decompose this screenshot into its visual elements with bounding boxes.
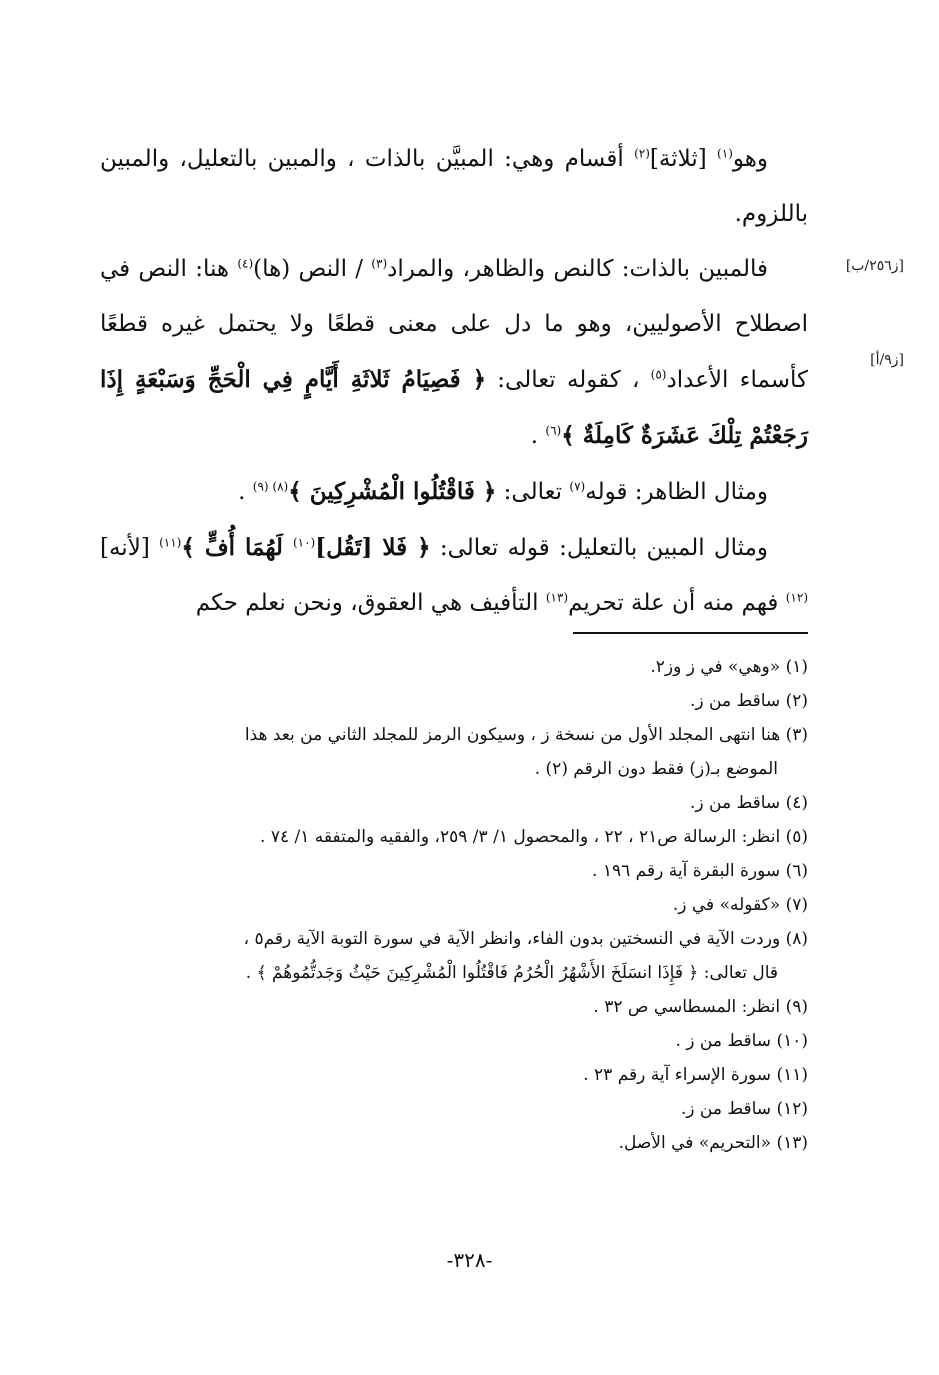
footnote-number: (١٣) (776, 1133, 808, 1153)
footnote-text: انظر: المسطاسي ص ٣٢ . (593, 997, 781, 1017)
footnote (100, 888, 808, 922)
footnote-text: ساقط من ز . (675, 1031, 772, 1051)
text-run: ومثال الظاهر: قوله (585, 479, 768, 505)
footnote-ref[interactable]: (٦) (545, 423, 562, 438)
footnote-continuation (100, 752, 808, 786)
footnote-ref[interactable]: (٣) (371, 256, 388, 271)
footnote-number: (٩) (785, 997, 808, 1017)
footnote-number: (٦) (785, 861, 808, 881)
footnote-number: (٥) (785, 827, 808, 847)
footnote-number: (٨) (785, 929, 808, 949)
footnote (100, 1024, 808, 1058)
text-run: ، كقوله تعالى: (486, 367, 651, 393)
text-run: أقسام وهي: المبيَّن بالذات ، والمبين بالتعليل، والمبين باللزوم. (100, 146, 808, 227)
footnote (100, 1126, 808, 1160)
quran-verse: ﴿ فَلا [تَقُل] (315, 534, 431, 561)
text-run: تعالى: (496, 479, 570, 505)
footnote-ref[interactable]: (١٣) (545, 590, 569, 605)
footnote-number: (١٢) (776, 1099, 808, 1119)
footnote-ref[interactable]: (٤) (237, 256, 254, 271)
main-text (100, 132, 808, 631)
footnote-divider (573, 632, 808, 634)
text-run: التأفيف هي العقوق، ونحن نعلم حكم (195, 590, 546, 616)
footnote-number: (٤) (785, 793, 808, 813)
text-run: ومثال المبين بالتعليل: قوله تعالى: (430, 535, 768, 561)
paragraph-1 (100, 132, 808, 242)
text-run: . (530, 423, 546, 449)
footnote-continuation (100, 956, 808, 990)
footnote-text: ساقط من ز. (690, 691, 781, 711)
footnote (100, 684, 808, 718)
footnote-ref[interactable]: (٨) (٩) (252, 479, 289, 494)
margin-note: [ز٢٥٦/ب] (845, 258, 904, 274)
text-run: وهو (732, 146, 768, 172)
footnote-text: ساقط من ز. (680, 1099, 772, 1119)
footnote-ref[interactable]: (١١) (159, 535, 182, 550)
page-number: -٣٢٨- (446, 1248, 493, 1272)
footnote (100, 922, 808, 956)
paragraph-2 (100, 242, 808, 464)
text-run: / النص (ها) (253, 256, 372, 282)
footnote-ref[interactable]: (١) (717, 146, 733, 161)
footnote-text: قال تعالى: ﴿ فَإِذَا انسَلَخَ الأَشْهُرُ الْحُرُمُ فَاقْتُلُوا الْمُشْرِكِينَ حَيْثُ وَجَدتُّمُوهُمْ ﴾ . (245, 963, 778, 983)
footnote-text: هنا انتهى المجلد الأول من نسخة ز ، وسيكون الرمز للمجلد الثاني من بعد هذا (244, 725, 781, 745)
quran-verse: لَهُمَا أُفٍّ ﴾ (181, 534, 293, 561)
quran-verse: ﴿ فَاقْتُلُوا الْمُشْرِكِينَ ﴾ (288, 478, 497, 505)
footnote-ref[interactable]: (٢) (634, 146, 650, 161)
footnote-number: (١) (785, 657, 808, 677)
footnote-number: (١١) (776, 1065, 808, 1085)
footnote-ref[interactable]: (٧) (569, 479, 586, 494)
paragraph-3 (100, 464, 808, 520)
footnote (100, 718, 808, 752)
footnote (100, 820, 808, 854)
footnote-text: وردت الآية في النسختين بدون الفاء، وانظر الآية في سورة التوبة الآية رقم٥ ، (243, 929, 781, 949)
text-run: هنا: النص في اصطلاح الأصوليين، وهو ما دل على معنى قطعًا ولا يحتمل غيره قطعًا كأسماء الأعداد (100, 256, 809, 393)
footnote-text: ساقط من ز. (690, 793, 781, 813)
text-run: [لأنه] (100, 535, 160, 561)
footnote-number: (٢) (785, 691, 808, 711)
footnote-ref[interactable]: (٥) (650, 367, 667, 382)
text-run: فهم منه أن علة تحريم (568, 590, 786, 616)
text-run: . (238, 479, 253, 505)
footnote-number: (١٠) (776, 1031, 808, 1051)
footnote-text: الموضع بـ(ز) فقط دون الرقم (٢) . (534, 759, 778, 779)
footnote (100, 1092, 808, 1126)
footnote-text: سورة الإسراء آية رقم ٢٣ . (583, 1065, 772, 1085)
quran-verse: ﴿ فَصِيَامُ ثَلاثَةِ أَيَّامٍ فِي الْحَجِّ وَسَبْعَةٍ إِذَا رَجَعْتُمْ تِلْكَ عَشَرَةٌ كَامِلَةٌ ﴾ (100, 366, 808, 449)
footnote (100, 990, 808, 1024)
footnote-number: (٧) (785, 895, 808, 915)
footnote-text: «التحريم» في الأصل. (618, 1133, 772, 1153)
footnote (100, 786, 808, 820)
footnotes (100, 650, 808, 1160)
footnote (100, 650, 808, 684)
footnote-text: «كقوله» في ز. (672, 895, 781, 915)
footnote-ref[interactable]: (١٢) (785, 590, 808, 605)
footnote-ref[interactable]: (١٠) (292, 535, 316, 550)
footnote-text: «وهي» في ز وز٢. (650, 657, 781, 677)
footnote-number: (٣) (785, 725, 808, 745)
paragraph-4 (100, 520, 808, 631)
text-run: [ثلاثة] (649, 146, 718, 172)
text-run: فالمبين بالذات: كالنص والظاهر، والمراد (387, 256, 768, 282)
footnote (100, 1058, 808, 1092)
margin-note: [ز٩/أ] (870, 352, 904, 368)
footnote-text: انظر: الرسالة ص٢١ ، ٢٢ ، والمحصول ١/ ٣/ ٢٥٩، والفقيه والمتفقه ١/ ٧٤ . (260, 827, 781, 847)
footnote (100, 854, 808, 888)
footnote-text: سورة البقرة آية رقم ١٩٦ . (592, 861, 781, 881)
